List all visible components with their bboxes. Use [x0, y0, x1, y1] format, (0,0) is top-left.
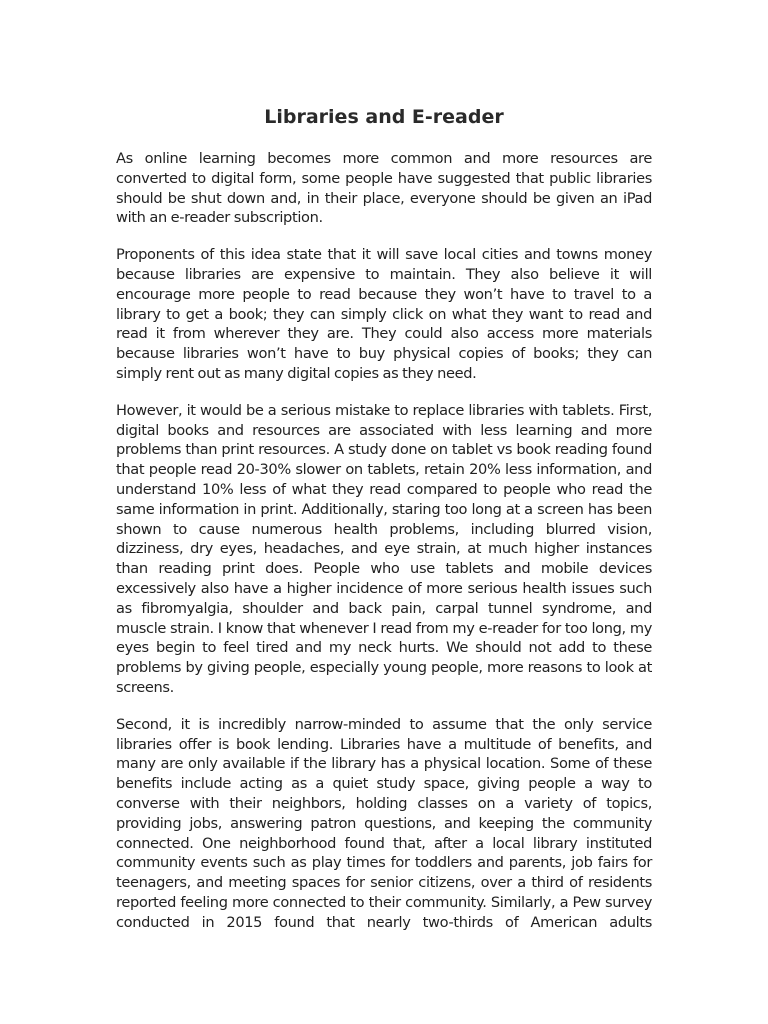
paragraph-library-services: Second, it is incredibly narrow-minded to assume that the only service libraries offer is book lending. Libraries have a multitude of benefits, and many are only available if the library has a physical location. Some of these benefits include acting as a quiet study space, giving people a way to converse with their neighbors, holding classes on a variety of topics, providing jobs, answering patron questions, and keeping the community connected. One neighborhood found that, after a local library instituted community events such as play times for toddlers and parents, job fairs for teenagers, and meeting spaces for senior citizens, over a third of residents reported feeling more connected to their community. Similarly, a Pew survey conducted in 2015 found that nearly two-thirds of American adults: [116, 715, 652, 931]
paragraph-proponents: Proponents of this idea state that it will save local cities and towns money because libraries are expensive to maintain. They also believe it will encourage more people to read because they won’t have to travel to a library to get a book; they can simply click on what they want to read and read it from wherever they are. They could also access more materials because libraries won’t have to buy physical copies of books; they can simply rent out as many digital copies as they need.: [116, 246, 652, 382]
document-body: [116, 149, 652, 949]
paragraph-intro: As online learning becomes more common and more resources are converted to digital form, some people have suggested that public libraries should be shut down and, in their place, everyone should be given an iPad with an e-reader subscription.: [116, 150, 652, 227]
page-title: Libraries and E-reader: [264, 106, 504, 128]
paragraph-health-problems: However, it would be a serious mistake to replace libraries with tablets. First, digital books and resources are associated with less learning and more problems than print resources. A study done on tablet vs book reading found that people read 20-30% slower on tablets, retain 20% less information, and understand 10% less of what they read compared to people who read the same information in print. Additionally, staring too long at a screen has been shown to cause numerous health problems, including blurred vision, dizziness, dry eyes, headaches, and eye strain, at much higher instances than reading print does. People who use tablets and mobile devices excessively also have a higher incidence of more serious health issues such as fibromyalgia, shoulder and back pain, carpal tunnel syndrome, and muscle strain. I know that whenever I read from my e-reader for too long, my eyes begin to feel tired and my neck hurts. We should not add to these problems by giving people, especially young people, more reasons to look at screens.: [116, 401, 652, 696]
